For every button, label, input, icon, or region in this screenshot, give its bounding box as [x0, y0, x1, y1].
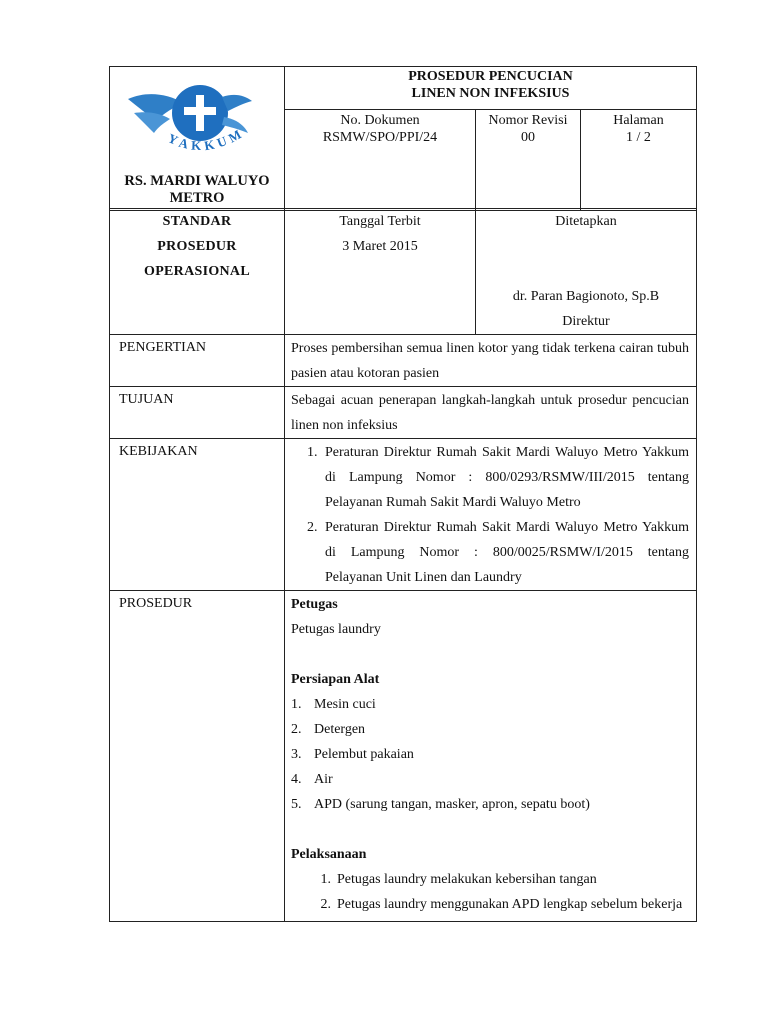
issue-date-cell: Tanggal Terbit 3 Maret 2015 [285, 209, 476, 335]
pengertian-text: Proses pembersihan semua linen kotor yang tidak terkena cairan tubuh pasien atau kotoran pasien [285, 335, 697, 387]
sop-table [109, 208, 697, 922]
kebijakan-item: 2. Peraturan Direktur Rumah Sakit Mardi Waluyo Metro Yakkum di Lampung Nomor : 800/0025/RSMW/I/2015 tentang Pelayanan Unit Linen dan Laundry [321, 515, 689, 590]
list-item: 3. Pelembut pakaian [291, 747, 414, 762]
doc-number-cell: No. Dokumen RSMW/SPO/PPI/24 [285, 110, 476, 211]
document-title: PROSEDUR PENCUCIAN LINEN NON INFEKSIUS [285, 67, 697, 110]
sop-title: STANDAR PROSEDUR OPERASIONAL [110, 209, 285, 335]
alat-list [291, 692, 689, 817]
header-table [109, 66, 697, 211]
signer-name: dr. Paran Bagionoto, Sp.B [512, 289, 660, 304]
list-item: 1. Petugas laundry melakukan kebersihan tangan [320, 872, 597, 887]
petugas-text: Petugas laundry [291, 622, 381, 637]
prosedur-content [285, 591, 697, 922]
approval-cell: Ditetapkan dr. Paran Bagionoto, Sp.B Direktur [476, 209, 697, 335]
kebijakan-list [285, 439, 697, 591]
prosedur-label: PROSEDUR [110, 591, 285, 922]
hospital-name: RS. MARDI WALUYO METRO [124, 173, 270, 206]
yakkum-dove-logo [126, 77, 258, 161]
list-item: 1. Mesin cuci [291, 697, 376, 712]
pelaksanaan-list [291, 867, 689, 917]
petugas-heading: Petugas [291, 597, 338, 612]
alat-heading: Persiapan Alat [291, 672, 380, 687]
list-item: 2. Detergen [291, 722, 366, 737]
list-item: 4. Air [291, 772, 333, 787]
logo-text: YAKKUM [165, 124, 248, 154]
tujuan-text: Sebagai acuan penerapan langkah-langkah untuk prosedur pencucian linen non infeksius [285, 387, 697, 439]
kebijakan-item: 1. Peraturan Direktur Rumah Sakit Mardi Waluyo Metro Yakkum di Lampung Nomor : 800/0293/RSMW/III/2015 tentang Pelayanan Rumah Sakit Mardi Waluyo Metro [321, 440, 689, 515]
pelaksanaan-heading: Pelaksanaan [291, 847, 367, 862]
tujuan-label: TUJUAN [110, 387, 285, 439]
kebijakan-label: KEBIJAKAN [110, 439, 285, 591]
pengertian-label: PENGERTIAN [110, 335, 285, 387]
signer-title: Direktur [562, 314, 610, 329]
list-item: 2. Petugas laundry menggunakan APD lengkap sebelum bekerja [320, 897, 683, 912]
list-item: 5. APD (sarung tangan, masker, apron, sepatu boot) [291, 797, 590, 812]
logo-cell [110, 67, 285, 211]
revision-cell: Nomor Revisi 00 [476, 110, 581, 211]
page-number-cell: Halaman 1 / 2 [581, 110, 697, 211]
